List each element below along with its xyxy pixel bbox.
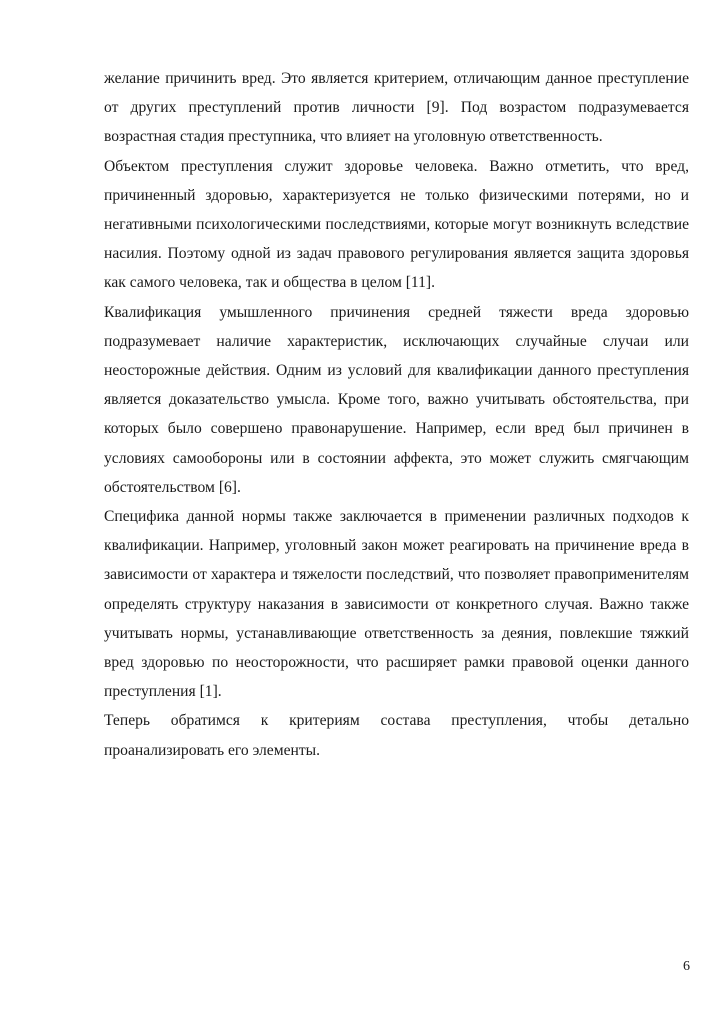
body-text xyxy=(104,64,689,765)
page-number: 6 xyxy=(683,959,690,974)
paragraph-1: желание причинить вред. Это является критерием, отличающим данное преступление от других преступлений против личности [9]. Под возрастом подразумевается возрастная стадия преступника, что влияет на уголовную ответственность. xyxy=(104,70,689,146)
paragraph-3: Квалификация умышленного причинения средней тяжести вреда здоровью подразумевает наличие характеристик, исключающих случайные случаи или неосторожные действия. Одним из условий для квалификации данного преступления является доказательство умысла. Кроме того, важно учитывать обстоятельства, при которых было совершено правонарушение. Например, если вред был причинен в условиях самообороны или в состоянии аффекта, это может служить смягчающим обстоятельством [6]. xyxy=(104,303,689,496)
paragraph-5: Теперь обратимся к критериям состава преступления, чтобы детально проанализировать его элементы. xyxy=(104,712,689,759)
paragraph-2: Объектом преступления служит здоровье человека. Важно отметить, что вред, причиненный здоровью, характеризуется не только физическими потерями, но и негативными психологическими последствиями, которые могут возникнуть вследствие насилия. Поэтому одной из задач правового регулирования является защита здоровья как самого человека, так и общества в целом [11]. xyxy=(104,157,689,292)
paragraph-4: Специфика данной нормы также заключается в применении различных подходов к квалификации. Например, уголовный закон может реагировать на причинение вреда в зависимости от характера и тяжелости последствий, что позволяет правоприменителям определять структуру наказания в зависимости от конкретного случая. Важно также учитывать нормы, устанавливающие ответственность за деяния, повлекшие тяжкий вред здоровью по неосторожности, что расширяет рамки правовой оценки данного преступления [1]. xyxy=(104,508,689,701)
